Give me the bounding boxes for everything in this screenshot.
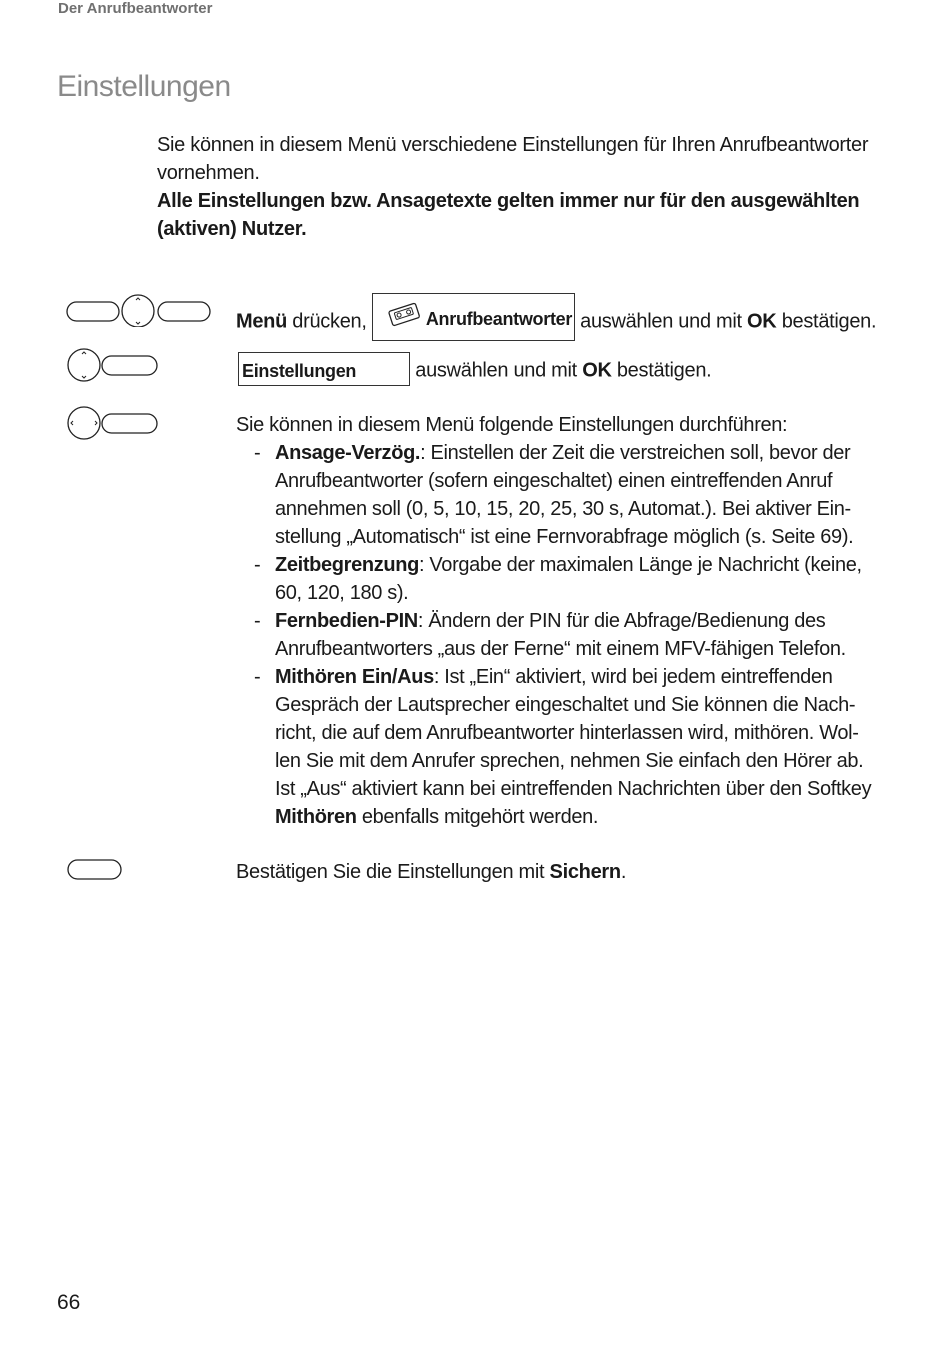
list-text: : Vorgabe der maximalen Länge je Nachricht (keine, 60, 120, 180 s). (275, 554, 862, 604)
step4-text-before: Bestätigen Sie die Einstellungen mit (236, 861, 550, 883)
step2-text (236, 354, 711, 388)
softkey-mithoeren-label: Mithören (275, 806, 357, 828)
softkey-icon (66, 858, 124, 882)
list-dash: - (254, 554, 261, 576)
settings-description (236, 411, 876, 831)
ok-key-label-2: OK (582, 359, 612, 382)
display-anrufbeantworter-label: Anrufbeantworter (425, 309, 573, 329)
intro-bold-note: Alle Einstellungen bzw. Ansagetexte gelten immer nur für den ausgewählten (aktiven) Nutzer. (157, 190, 860, 240)
intro-paragraph (157, 131, 877, 243)
softkey-navkey-softkey-icon (66, 291, 212, 327)
list-text: : Ist „Ein“ aktiviert, wird bei jedem eintreffenden Gespräch der Lautsprecher eingeschaltet und Sie können die Nachricht, die auf dem Anrufbeantworter hinterlassen wird, mithören. Wollen Sie mit dem Anrufer sprechen, nehmen Sie einfach den Hörer ab. Ist „Aus“ aktiviert kann bei eintreffenden Nachrichten über den Softkey (275, 666, 872, 800)
display-einstellungen-label: Einstellungen (242, 361, 357, 381)
step2-confirm-text: bestätigen. (611, 359, 712, 382)
step4-text (236, 858, 626, 886)
list-term: Ansage-Verzög. (275, 442, 421, 464)
save-key-label: Sichern (549, 861, 621, 883)
section-title: Einstellungen (57, 70, 231, 103)
step1-press-text: drücken, (287, 310, 372, 333)
display-einstellungen (238, 352, 410, 386)
cassette-icon (387, 301, 421, 327)
list-term: Zeitbegrenzung (275, 554, 419, 576)
list-item-fernbedien-pin (236, 607, 876, 663)
list-item-mithoeren (236, 663, 876, 831)
navkey-updown-softkey-icon (66, 346, 160, 382)
list-dash: - (254, 610, 261, 632)
list-text: : Ändern der PIN für die Abfrage/Bedienung des Anrufbeantworters „aus der Ferne“ mit einem MFV-fähigen Telefon. (275, 610, 846, 660)
list-text-end: ebenfalls mitgehört werden. (356, 806, 599, 828)
list-dash: - (254, 666, 261, 688)
list-dash: - (254, 442, 261, 464)
step1-text (236, 298, 876, 346)
ok-key-label: OK (747, 310, 777, 333)
step4-text-after: . (620, 861, 627, 883)
step1-confirm-text: bestätigen. (776, 310, 877, 333)
step1-select-text: auswählen und mit (574, 310, 748, 333)
list-text: : Einstellen der Zeit die verstreichen soll, bevor der Anrufbeantworter (sofern eingeschaltet) einen eintreffenden Anruf annehmen soll (0, 5, 10, 15, 20, 25, 30 s, Automat.). Bei aktiver Einstellung „Automatisch“ ist eine Fernvorabfrage möglich (s. Seite 69). (275, 442, 854, 548)
menu-key-label: Menü (236, 310, 288, 333)
settings-lead: Sie können in diesem Menü folgende Einstellungen durchführen: (236, 414, 788, 436)
navkey-leftright-softkey-icon (66, 404, 160, 440)
list-term: Fernbedien-PIN (275, 610, 418, 632)
page-number: 66 (57, 1291, 81, 1314)
intro-text: Sie können in diesem Menü verschiedene Einstellungen für Ihren Anrufbeantworter vornehmen. (157, 134, 869, 184)
list-term: Mithören Ein/Aus (275, 666, 434, 688)
display-anrufbeantworter (372, 293, 575, 341)
list-item-zeitbegrenzung (236, 551, 876, 607)
step2-select-text: auswählen und mit (410, 359, 583, 382)
list-item-ansage-verzoeg (236, 439, 876, 551)
running-head: Der Anrufbeantworter (58, 0, 213, 17)
settings-list (236, 439, 876, 831)
